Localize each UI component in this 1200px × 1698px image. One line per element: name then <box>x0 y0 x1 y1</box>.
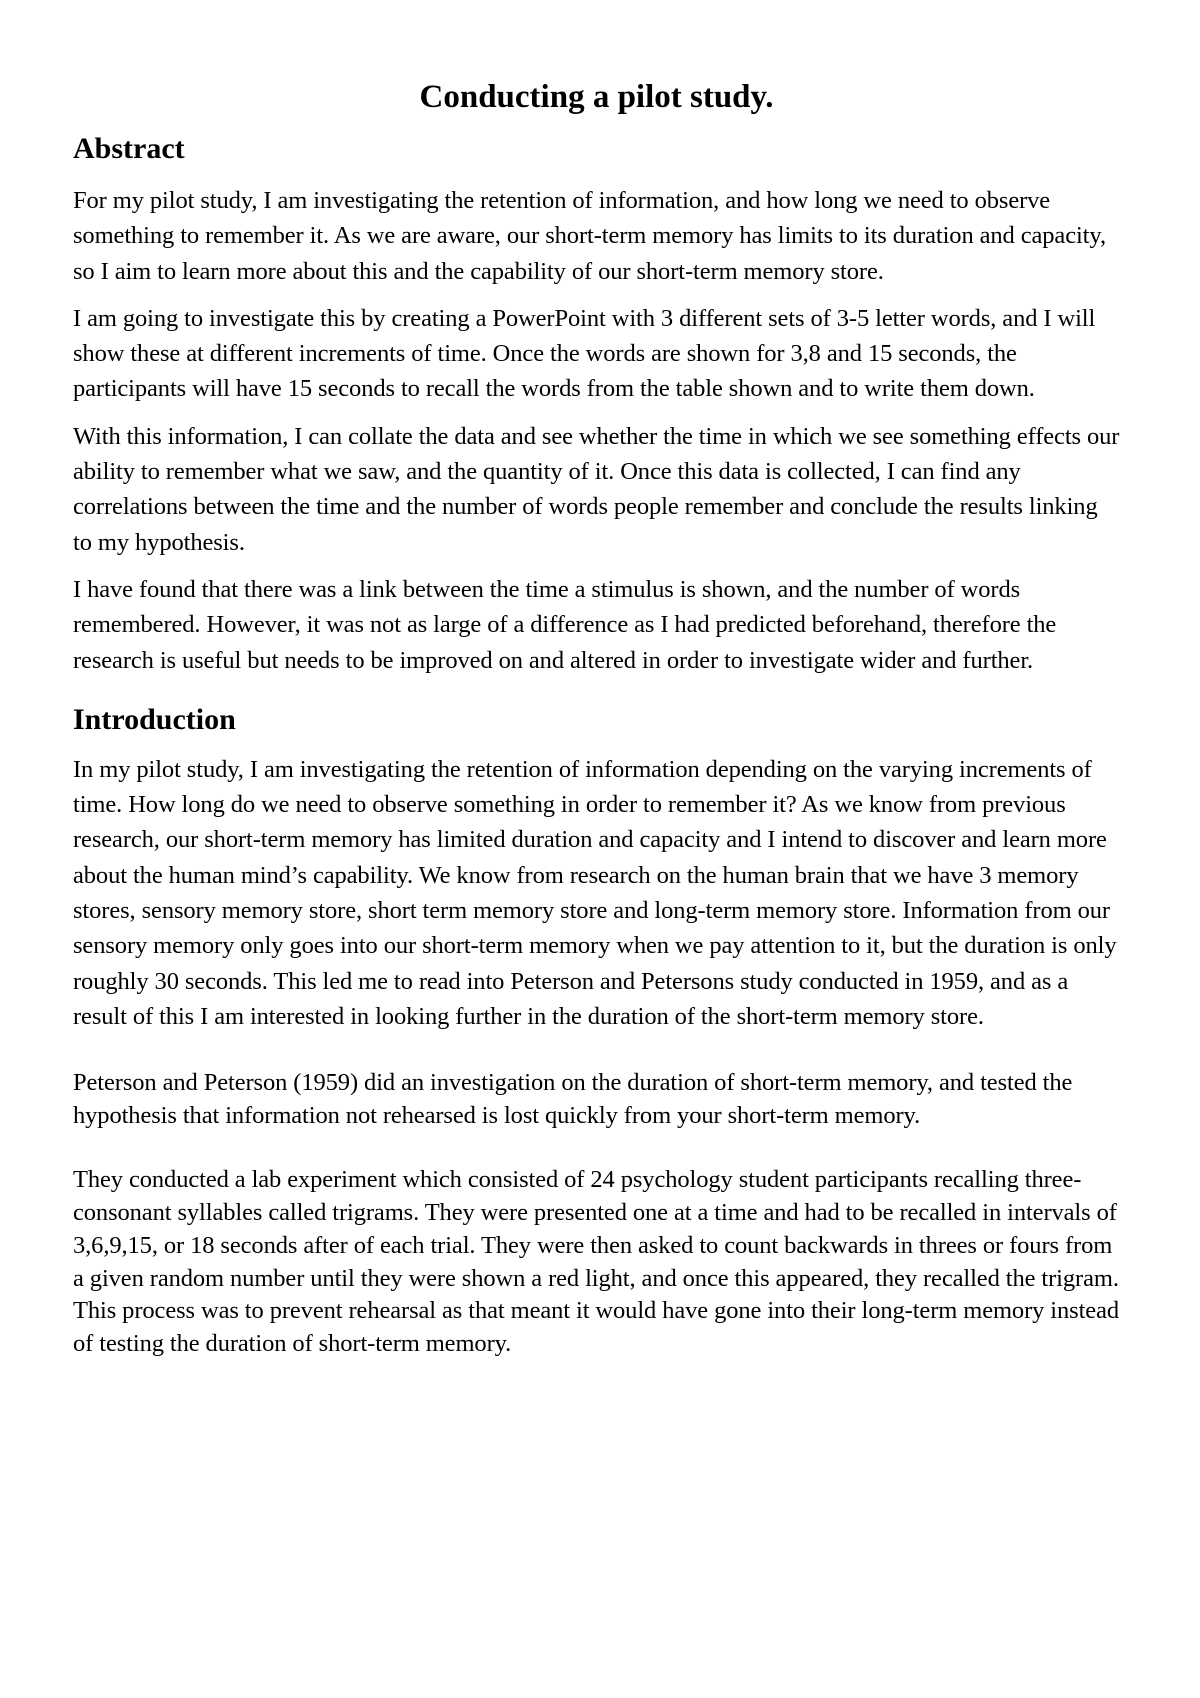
abstract-paragraph-2: I am going to investigate this by creating a PowerPoint with 3 different sets of 3-5 letter words, and I will show these at different increments of time. Once the words are shown for 3,8 and 15 seconds, the participants will have 15 seconds to recall the words from the table shown and to write them down. <box>73 304 1096 403</box>
abstract-paragraph-3: With this information, I can collate the data and see whether the time in which we see something effects our ability to remember what we saw, and the quantity of it. Once this data is collected, I can find any correlations between the time and the number of words people remember and conclude the results linking to my hypothesis. <box>73 422 1120 556</box>
abstract-paragraph-1: For my pilot study, I am investigating the retention of information, and how long we need to observe something to remember it. As we are aware, our short-term memory has limits to its duration and capacity, so I aim to learn more about this and the capability of our short-term memory store. <box>73 187 1106 285</box>
introduction-section <box>73 702 1120 1361</box>
introduction-heading: Introduction <box>73 702 236 736</box>
abstract-paragraph-4: I have found that there was a link between the time a stimulus is shown, and the number of words remembered. However, it was not as large of a difference as I had predicted beforehand, therefore the research is useful but needs to be improved on and altered in order to investigate wider and further. <box>73 575 1057 674</box>
introduction-paragraph-1: In my pilot study, I am investigating the retention of information depending on the varying increments of time. How long do we need to observe something in order to remember it? As we know from previous research, our short-term memory has limited duration and capacity and I intend to discover and learn more about the human mind’s capability. We know from research on the human brain that we have 3 memory stores, sensory memory store, short term memory store and long-term memory store. Information from our sensory memory only goes into our short-term memory when we pay attention to it, but the duration is only roughly 30 seconds. This led me to read into Peterson and Petersons study conducted in 1959, and as a result of this I am interested in looking further in the duration of the short-term memory store. <box>73 755 1117 1030</box>
abstract-section <box>73 131 1120 678</box>
introduction-paragraph-2: Peterson and Peterson (1959) did an investigation on the duration of short-term memory, and tested the hypothesis that information not rehearsed is lost quickly from your short-term memory. <box>73 1069 1073 1130</box>
document-title: Conducting a pilot study. <box>419 79 774 115</box>
abstract-heading: Abstract <box>73 132 185 165</box>
introduction-paragraph-3: They conducted a lab experiment which consisted of 24 psychology student participants recalling three-consonant syllables called trigrams. They were presented one at a time and had to be recalled in intervals of 3,6,9,15, or 18 seconds after of each trial. They were then asked to count backwards in threes or fours from a given random number until they were shown a red light, and once this appeared, they recalled the trigram. This process was to prevent rehearsal as that meant it would have gone into their long-term memory instead of testing the duration of short-term memory. <box>73 1166 1119 1358</box>
